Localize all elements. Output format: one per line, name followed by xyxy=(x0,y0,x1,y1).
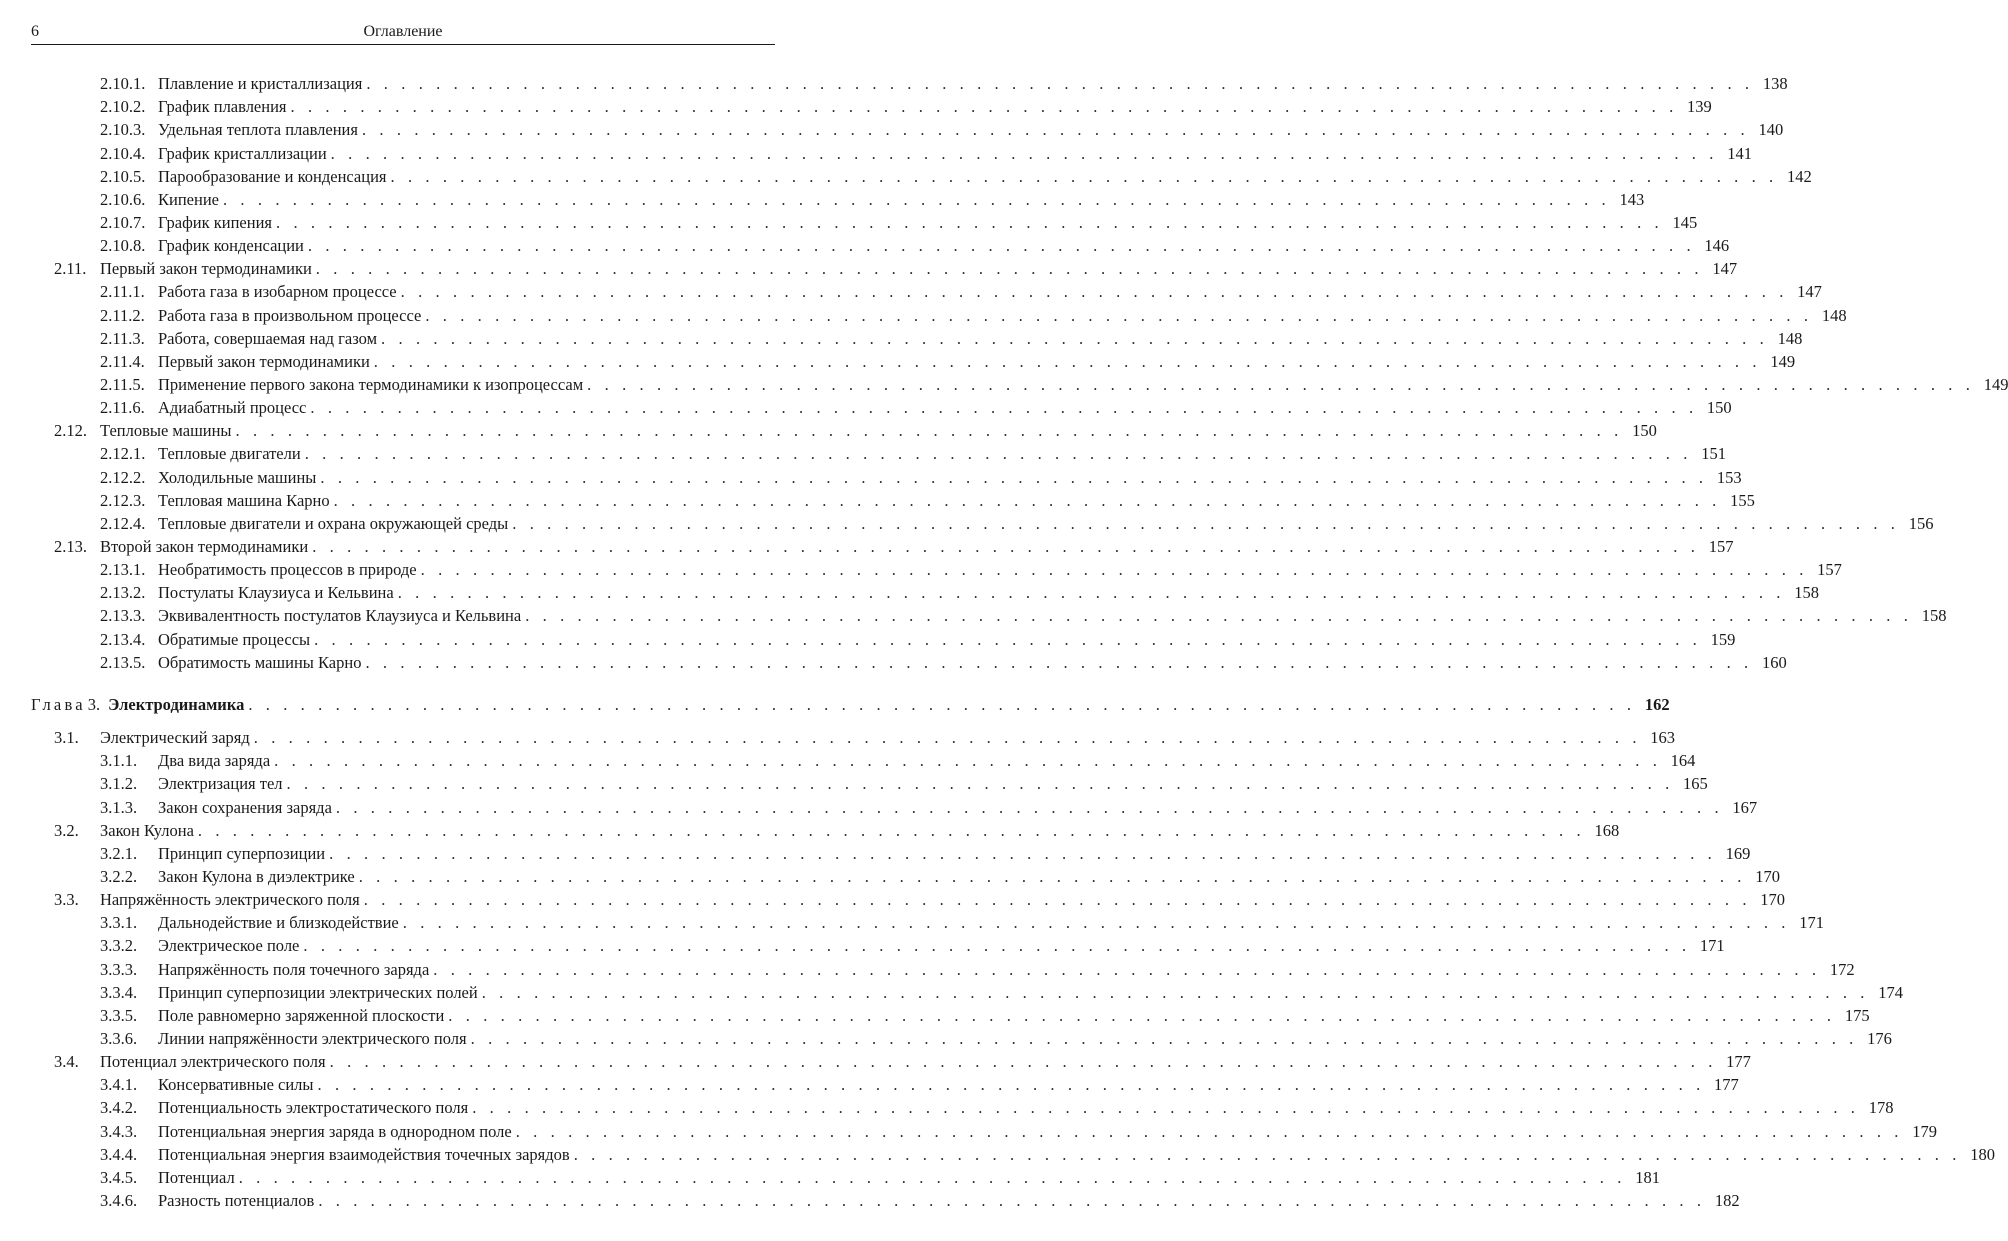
dot-leader: . . . . . . . . . . . . . . . . . . . . . . . . . . . . . . . . . . . . . . . . . . . . . . . . . . . . . . . . . . . . . . . . . . . . . . . . . . . . . . . . xyxy=(587,374,1975,394)
toc-entry-title: Применение первого закона термодинамики к изопроцессам xyxy=(158,374,584,394)
dot-leader: . . . . . . . . . . . . . . . . . . . . . . . . . . . . . . . . . . . . . . . . . . . . . . . . . . . . . . . . . . . . . . . . . . . . . . . . . . . . . . . . xyxy=(330,143,1718,163)
running-title: Оглавление xyxy=(363,23,443,40)
toc-entry-page: 143 xyxy=(1619,189,1645,209)
toc-entry-title: Тепловая машина Карно xyxy=(158,490,330,510)
chapter-label: Глава xyxy=(31,694,86,714)
dot-leader: . . . . . . . . . . . . . . . . . . . . . . . . . . . . . . . . . . . . . . . . . . . . . . . . . . . . . . . . . . . . . . . . . . . . . . . . . . . . . . . . xyxy=(481,982,1869,1002)
toc-section-entry[interactable] xyxy=(54,820,1620,842)
toc-entry-page: 181 xyxy=(1635,1167,1660,1187)
toc-entry-title: Второй закон термодинамики xyxy=(100,537,309,556)
toc-entry-page: 153 xyxy=(1716,467,1742,487)
toc-entry-number: 2.12.1. xyxy=(100,444,146,464)
toc-subsection-entry[interactable] xyxy=(100,305,1847,327)
toc-entry-title: Кипение xyxy=(158,189,219,209)
toc-subsection-entry[interactable] xyxy=(100,1074,1739,1096)
toc-entry-title: Необратимость процессов в природе xyxy=(158,560,417,580)
toc-entry-page: 179 xyxy=(1912,1121,1938,1141)
toc-entry-number: 2.11.6. xyxy=(100,398,145,418)
dot-leader: . . . . . . . . . . . . . . . . . . . . . . . . . . . . . . . . . . . . . . . . . . . . . . . . . . . . . . . . . . . . . . . . . . . . . . . . . . . . . . . . xyxy=(420,560,1808,580)
toc-section-entry[interactable] xyxy=(54,420,1657,442)
toc-entry-page: 170 xyxy=(1755,866,1781,886)
dot-leader: . . . . . . . . . . . . . . . . . . . . . . . . . . . . . . . . . . . . . . . . . . . . . . . . . . . . . . . . . . . . . . . . . . . . . . . . . . . . . . . . xyxy=(425,305,1813,325)
dot-leader: . . . . . . . . . . . . . . . . . . . . . . . . . . . . . . . . . . . . . . . . . . . . . . . . . . . . . . . . . . . . . . . . . . . . . . . . . . . . . . . . xyxy=(472,1098,1860,1118)
toc-entry-page: 177 xyxy=(1726,1052,1751,1072)
toc-entry-number: 3.4.5. xyxy=(100,1167,138,1187)
toc-subsection-entry[interactable] xyxy=(100,374,2008,396)
toc-entry-title: Поле равномерно заряженной плоскости xyxy=(158,1005,445,1025)
toc-entry-page: 148 xyxy=(1777,328,1803,348)
toc-subsection-entry[interactable] xyxy=(100,935,1725,957)
toc-entry-title: Обратимые процессы xyxy=(158,629,311,649)
toc-entry-number: 3.3.1. xyxy=(100,913,138,933)
toc-entry-title: Плавление и кристаллизация xyxy=(158,74,363,93)
toc-entry-number: 2.10.2. xyxy=(100,97,146,117)
dot-leader: . . . . . . . . . . . . . . . . . . . . . . . . . . . . . . . . . . . . . . . . . . . . . . . . . . . . . . . . . . . . . . . . . . . . . . . . . . . . . . . . xyxy=(329,843,1717,863)
toc-entry-page: 165 xyxy=(1683,774,1708,794)
dot-leader: . . . . . . . . . . . . . . . . . . . . . . . . . . . . . . . . . . . . . . . . . . . . . . . . . . . . . . . . . . . . . . . . . . . . . . . . . . . . . . . . xyxy=(290,97,1678,117)
toc-subsection-entry[interactable] xyxy=(100,119,1784,141)
dot-leader: . . . . . . . . . . . . . . . . . . . . . . . . . . . . . . . . . . . . . . . . . . . . . . . . . . . . . . . . . . . . . . . . . . . . . . . . . . . . . . . . xyxy=(366,74,1754,93)
toc-subsection-entry[interactable] xyxy=(100,1190,1740,1212)
toc-subsection-entry[interactable] xyxy=(100,189,1645,211)
toc-entry-number: 2.11.2. xyxy=(100,305,145,325)
toc-entry-title: Разность потенциалов xyxy=(158,1191,315,1210)
toc-entry-number: 2.13.3. xyxy=(100,606,146,626)
dot-leader: . . . . . . . . . . . . . . . . . . . . . . . . . . . . . . . . . . . . . . . . . . . . . . . . . . . . . . . . . . . . . . . . . . . . . . . . . . . . . . . . xyxy=(361,120,1750,140)
toc-entry-title: Закон Кулона xyxy=(100,820,194,840)
toc-entry-number: 3.1. xyxy=(54,728,79,747)
dot-leader: . . . . . . . . . . . . . . . . . . . . . . . . . . . . . . . . . . . . . . . . . . . . . . . . . . . . . . . . . . . . . . . . . . . . . . . . . . . . . . . . xyxy=(329,1052,1717,1072)
toc-entry-title: Потенциальность электростатического поля xyxy=(158,1098,469,1118)
toc-entry-title: Постулаты Клаузиуса и Кельвина xyxy=(158,583,394,603)
dot-leader: . . . . . . . . . . . . . . . . . . . . . . . . . . . . . . . . . . . . . . . . . . . . . . . . . . . . . . . . . . . . . . . . . . . . . . . . . . . . . . . . xyxy=(248,694,1636,714)
toc-entry-page: 145 xyxy=(1672,212,1698,232)
dot-leader: . . . . . . . . . . . . . . . . . . . . . . . . . . . . . . . . . . . . . . . . . . . . . . . . . . . . . . . . . . . . . . . . . . . . . . . . . . . . . . . . xyxy=(365,652,1753,672)
toc-entry-title: Дальнодействие и близкодействие xyxy=(158,913,399,933)
toc-entry-title: Адиабатный процесс xyxy=(158,398,307,418)
toc-entry-title: Работа, совершаемая над газом xyxy=(158,328,378,348)
toc-entry-title: Консервативные силы xyxy=(158,1075,314,1095)
dot-leader: . . . . . . . . . . . . . . . . . . . . . . . . . . . . . . . . . . . . . . . . . . . . . . . . . . . . . . . . . . . . . . . . . . . . . . . . . . . . . . . . xyxy=(304,444,1692,464)
toc-entry-title: Принцип суперпозиции электрических полей xyxy=(158,982,478,1002)
toc-entry-number: 3.2.2. xyxy=(100,866,138,886)
dot-leader: . . . . . . . . . . . . . . . . . . . . . . . . . . . . . . . . . . . . . . . . . . . . . . . . . . . . . . . . . . . . . . . . . . . . . . . . . . . . . . . . xyxy=(363,890,1752,910)
toc-entry-number: 3.3.6. xyxy=(100,1029,138,1048)
toc-section-entry[interactable] xyxy=(54,889,1786,911)
toc-entry-title: Первый закон термодинамики xyxy=(158,351,370,371)
toc-entry-number: 3.4.1. xyxy=(100,1075,138,1095)
toc-entry-page: 182 xyxy=(1714,1191,1740,1210)
toc-entry-title: График кристаллизации xyxy=(158,143,327,163)
toc-entry-page: 171 xyxy=(1699,936,1725,956)
toc-entry-number: 2.13.2. xyxy=(100,583,146,603)
toc-entry-number: 2.10.3. xyxy=(100,120,146,140)
dot-leader: . . . . . . . . . . . . . . . . . . . . . . . . . . . . . . . . . . . . . . . . . . . . . . . . . . . . . . . . . . . . . . . . . . . . . . . . . . . . . . . . xyxy=(512,513,1900,533)
toc-entry-page: 158 xyxy=(1794,583,1819,603)
toc-subsection-entry[interactable] xyxy=(100,1121,1938,1143)
toc-entry-title: Холодильные машины xyxy=(158,467,317,487)
toc-entry-title: Первый закон термодинамики xyxy=(100,259,312,279)
toc-subsection-entry[interactable] xyxy=(100,490,1755,512)
toc-subsection-entry[interactable] xyxy=(100,652,1787,674)
dot-leader: . . . . . . . . . . . . . . . . . . . . . . . . . . . . . . . . . . . . . . . . . . . . . . . . . . . . . . . . . . . . . . . . . . . . . . . . . . . . . . . . xyxy=(335,797,1724,817)
running-header xyxy=(31,20,775,45)
toc-entry-title: Эквивалентность постулатов Клаузиуса и Кельвина xyxy=(158,606,522,626)
dot-leader: . . . . . . . . . . . . . . . . . . . . . . . . . . . . . . . . . . . . . . . . . . . . . . . . . . . . . . . . . . . . . . . . . . . . . . . . . . . . . . . . xyxy=(373,351,1762,371)
toc-entry-page: 142 xyxy=(1787,166,1812,186)
dot-leader: . . . . . . . . . . . . . . . . . . . . . . . . . . . . . . . . . . . . . . . . . . . . . . . . . . . . . . . . . . . . . . . . . . . . . . . . . . . . . . . . xyxy=(276,212,1664,232)
toc-subsection-entry[interactable] xyxy=(100,235,1730,257)
dot-leader: . . . . . . . . . . . . . . . . . . . . . . . . . . . . . . . . . . . . . . . . . . . . . . . . . . . . . . . . . . . . . . . . . . . . . . . . . . . . . . . . xyxy=(433,959,1821,979)
toc-subsection-entry[interactable] xyxy=(100,982,1903,1004)
toc-entry-number: 3.3.4. xyxy=(100,982,138,1002)
toc-subsection-entry[interactable] xyxy=(100,281,1822,303)
toc-subsection-entry[interactable] xyxy=(100,73,1788,95)
toc-entry-number: 3.2.1. xyxy=(100,843,138,863)
toc-entry-page: 139 xyxy=(1687,97,1712,117)
dot-leader: . . . . . . . . . . . . . . . . . . . . . . . . . . . . . . . . . . . . . . . . . . . . . . . . . . . . . . . . . . . . . . . . . . . . . . . . . . . . . . . . xyxy=(400,282,1788,302)
toc-entry-title: Парообразование и конденсация xyxy=(158,166,387,186)
dot-leader: . . . . . . . . . . . . . . . . . . . . . . . . . . . . . . . . . . . . . . . . . . . . . . . . . . . . . . . . . . . . . . . . . . . . . . . . . . . . . . . . xyxy=(238,1167,1626,1187)
toc-entry-number: 2.10.4. xyxy=(100,143,146,163)
toc-subsection-entry[interactable] xyxy=(100,582,1819,604)
dot-leader: . . . . . . . . . . . . . . . . . . . . . . . . . . . . . . . . . . . . . . . . . . . . . . . . . . . . . . . . . . . . . . . . . . . . . . . . . . . . . . . . xyxy=(448,1005,1836,1025)
toc-entry-number: 2.13.5. xyxy=(100,652,146,672)
toc-entry-page: 171 xyxy=(1799,913,1825,933)
toc-entry-number: 2.10.6. xyxy=(100,189,146,209)
dot-leader: . . . . . . . . . . . . . . . . . . . . . . . . . . . . . . . . . . . . . . . . . . . . . . . . . . . . . . . . . . . . . . . . . . . . . . . . . . . . . . . . xyxy=(307,236,1696,256)
toc-entry-number: 2.12.2. xyxy=(100,467,146,487)
toc-entry-page: 158 xyxy=(1921,606,1947,626)
toc-entry-number: 2.10.1. xyxy=(100,74,146,93)
toc-entry-page: 176 xyxy=(1867,1029,1892,1048)
dot-leader: . . . . . . . . . . . . . . . . . . . . . . . . . . . . . . . . . . . . . . . . . . . . . . . . . . . . . . . . . . . . . . . . . . . . . . . . . . . . . . . . xyxy=(314,629,1702,649)
toc-subsection-entry[interactable] xyxy=(100,397,1732,419)
toc-entry-number: 3.1.3. xyxy=(100,797,138,817)
toc-subsection-entry[interactable] xyxy=(100,328,1803,350)
toc-entry-page: 149 xyxy=(1983,374,2008,394)
dot-leader: . . . . . . . . . . . . . . . . . . . . . . . . . . . . . . . . . . . . . . . . . . . . . . . . . . . . . . . . . . . . . . . . . . . . . . . . . . . . . . . . xyxy=(310,398,1698,418)
dot-leader: . . . . . . . . . . . . . . . . . . . . . . . . . . . . . . . . . . . . . . . . . . . . . . . . . . . . . . . . . . . . . . . . . . . . . . . . . . . . . . . . xyxy=(390,166,1778,186)
toc-subsection-entry[interactable] xyxy=(100,629,1736,651)
toc-entry-number: 2.13.4. xyxy=(100,629,146,649)
toc-entry-number: 2.13. xyxy=(54,537,87,556)
toc-subsection-entry[interactable] xyxy=(100,797,1758,819)
toc-entry-title: Потенциал электрического поля xyxy=(100,1052,326,1072)
toc-subsection-entry[interactable] xyxy=(100,959,1855,981)
toc-entry-page: 147 xyxy=(1712,259,1738,279)
toc-entry-page: 150 xyxy=(1706,398,1732,418)
toc-subsection-entry[interactable] xyxy=(100,843,1751,865)
toc-entry-title: Работа газа в произвольном процессе xyxy=(158,305,422,325)
toc-entry-title: Электродинамика xyxy=(108,694,245,714)
toc-entry-page: 175 xyxy=(1844,1005,1870,1025)
toc-entry-number: 3.4.6. xyxy=(100,1191,138,1210)
toc-entry-page: 168 xyxy=(1594,820,1620,840)
toc-subsection-entry[interactable] xyxy=(100,750,1696,772)
toc-entry-number: 3.1.2. xyxy=(100,774,138,794)
toc-section-entry[interactable] xyxy=(54,258,1738,280)
dot-leader: . . . . . . . . . . . . . . . . . . . . . . . . . . . . . . . . . . . . . . . . . . . . . . . . . . . . . . . . . . . . . . . . . . . . . . . . . . . . . . . . xyxy=(515,1121,1904,1141)
toc-subsection-entry[interactable] xyxy=(100,1097,1894,1119)
toc-subsection-entry[interactable] xyxy=(100,443,1726,465)
toc-section-entry[interactable] xyxy=(54,727,1676,749)
toc-subsection-entry[interactable] xyxy=(100,559,1842,581)
toc-entry-page: 169 xyxy=(1725,843,1751,863)
toc-entry-title: Линии напряжённости электрического поля xyxy=(158,1029,467,1048)
toc-entry-title: График плавления xyxy=(158,97,287,117)
toc-entry-page: 150 xyxy=(1632,421,1657,441)
toc-entry-title: Принцип суперпозиции xyxy=(158,843,326,863)
toc-subsection-entry[interactable] xyxy=(100,351,1796,373)
toc-entry-title: Потенциальная энергия взаимодействия точечных зарядов xyxy=(158,1144,570,1164)
toc-entry-page: 162 xyxy=(1644,694,1670,714)
dot-leader: . . . . . . . . . . . . . . . . . . . . . . . . . . . . . . . . . . . . . . . . . . . . . . . . . . . . . . . . . . . . . . . . . . . . . . . . . . . . . . . . xyxy=(470,1029,1858,1048)
toc-entry-title: Тепловые двигатели и охрана окружающей среды xyxy=(158,513,509,533)
toc-entry-title: Тепловые двигатели xyxy=(158,444,301,464)
toc-subsection-entry[interactable] xyxy=(100,1005,1870,1027)
toc-entry-page: 170 xyxy=(1760,890,1786,910)
toc-entry-number: 3.4. xyxy=(54,1052,79,1072)
toc-section-entry[interactable] xyxy=(54,1051,1751,1073)
dot-leader: . . . . . . . . . . . . . . . . . . . . . . . . . . . . . . . . . . . . . . . . . . . . . . . . . . . . . . . . . . . . . . . . . . . . . . . . . . . . . . . . xyxy=(333,490,1721,510)
toc-entry-number: 2.11.1. xyxy=(100,282,145,302)
toc-entry-page: 140 xyxy=(1758,120,1784,140)
toc-entry-number: 3.2. xyxy=(54,820,79,840)
toc-subsection-entry[interactable] xyxy=(100,773,1708,795)
toc-entry-number: 3.4.3. xyxy=(100,1121,138,1141)
dot-leader: . . . . . . . . . . . . . . . . . . . . . . . . . . . . . . . . . . . . . . . . . . . . . . . . . . . . . . . . . . . . . . . . . . . . . . . . . . . . . . . . xyxy=(315,259,1704,279)
toc-subsection-entry[interactable] xyxy=(100,866,1781,888)
toc-entry-page: 156 xyxy=(1908,513,1934,533)
toc-entry-page: 149 xyxy=(1770,351,1796,371)
toc-entry-number: 2.10.5. xyxy=(100,166,146,186)
toc-entry-page: 146 xyxy=(1704,236,1730,256)
toc-entry-title: Потенциальная энергия заряда в однородном поле xyxy=(158,1121,512,1141)
toc-entry-title: Обратимость машины Карно xyxy=(158,652,362,672)
dot-leader: . . . . . . . . . . . . . . . . . . . . . . . . . . . . . . . . . . . . . . . . . . . . . . . . . . . . . . . . . . . . . . . . . . . . . . . . . . . . . . . . xyxy=(286,774,1674,794)
toc-subsection-entry[interactable] xyxy=(100,143,1752,165)
toc-entry-page: 174 xyxy=(1878,982,1903,1002)
toc-chapter-entry[interactable] xyxy=(31,694,1670,716)
toc-entry-page: 178 xyxy=(1868,1098,1894,1118)
toc-entry-page: 157 xyxy=(1817,560,1842,580)
toc-entry-title: Два вида заряда xyxy=(158,751,271,771)
toc-subsection-entry[interactable] xyxy=(100,1144,1995,1166)
toc-entry-number: 3.1.1. xyxy=(100,751,138,771)
dot-leader: . . . . . . . . . . . . . . . . . . . . . . . . . . . . . . . . . . . . . . . . . . . . . . . . . . . . . . . . . . . . . . . . . . . . . . . . . . . . . . . . xyxy=(303,936,1691,956)
toc-entry-number: 2.11.3. xyxy=(100,328,145,348)
toc-entry-title: Закон Кулона в диэлектрике xyxy=(158,866,355,886)
dot-leader: . . . . . . . . . . . . . . . . . . . . . . . . . . . . . . . . . . . . . . . . . . . . . . . . . . . . . . . . . . . . . . . . . . . . . . . . . . . . . . . . xyxy=(320,467,1708,487)
toc-entry-page: 163 xyxy=(1650,728,1676,747)
toc-entry-page: 159 xyxy=(1710,629,1736,649)
toc-entry-title: Тепловые машины xyxy=(100,421,232,441)
toc-entry-number: 2.11.5. xyxy=(100,374,145,394)
toc-entry-title: Напряжённость поля точечного заряда xyxy=(158,959,430,979)
dot-leader: . . . . . . . . . . . . . . . . . . . . . . . . . . . . . . . . . . . . . . . . . . . . . . . . . . . . . . . . . . . . . . . . . . . . . . . . . . . . . . . . xyxy=(317,1075,1705,1095)
toc-entry-number: 2.12.4. xyxy=(100,513,146,533)
dot-leader: . . . . . . . . . . . . . . . . . . . . . . . . . . . . . . . . . . . . . . . . . . . . . . . . . . . . . . . . . . . . . . . . . . . . . . . . . . . . . . . . xyxy=(197,820,1586,840)
toc-entry-number: 3.3.5. xyxy=(100,1005,138,1025)
toc-entry-number: 2.10.7. xyxy=(100,212,146,232)
toc-subsection-entry[interactable] xyxy=(100,1028,1892,1050)
toc-entry-title: Электризация тел xyxy=(158,774,283,794)
dot-leader: . . . . . . . . . . . . . . . . . . . . . . . . . . . . . . . . . . . . . . . . . . . . . . . . . . . . . . . . . . . . . . . . . . . . . . . . . . . . . . . . xyxy=(222,189,1611,209)
toc-entry-page: 138 xyxy=(1762,74,1788,93)
dot-leader: . . . . . . . . . . . . . . . . . . . . . . . . . . . . . . . . . . . . . . . . . . . . . . . . . . . . . . . . . . . . . . . . . . . . . . . . . . . . . . . . xyxy=(381,328,1769,348)
toc-entry-page: 151 xyxy=(1701,444,1726,464)
toc-entry-number: 3.3.3. xyxy=(100,959,138,979)
toc-entry-number: 3.3.2. xyxy=(100,936,138,956)
toc-entry-page: 148 xyxy=(1821,305,1847,325)
toc-subsection-entry[interactable] xyxy=(100,513,1934,535)
dot-leader: . . . . . . . . . . . . . . . . . . . . . . . . . . . . . . . . . . . . . . . . . . . . . . . . . . . . . . . . . . . . . . . . . . . . . . . . . . . . . . . . xyxy=(402,913,1791,933)
toc-entry-page: 172 xyxy=(1829,959,1855,979)
toc-entry-page: 160 xyxy=(1762,652,1787,672)
toc-entry-number: 2.11. xyxy=(54,259,87,279)
toc-entry-title: График конденсации xyxy=(158,236,304,256)
toc-entry-page: 155 xyxy=(1730,490,1755,510)
toc-entry-number: 2.13.1. xyxy=(100,560,146,580)
dot-leader: . . . . . . . . . . . . . . . . . . . . . . . . . . . . . . . . . . . . . . . . . . . . . . . . . . . . . . . . . . . . . . . . . . . . . . . . . . . . . . . . xyxy=(358,866,1747,886)
toc-entry-title: Напряжённость электрического поля xyxy=(100,890,360,910)
toc-entry-title: Электрический заряд xyxy=(100,728,250,747)
toc-entry-title: График кипения xyxy=(158,212,272,232)
toc-subsection-entry[interactable] xyxy=(100,96,1712,118)
toc-entry-number: 3.3. xyxy=(54,890,79,910)
toc-subsection-entry[interactable] xyxy=(100,1167,1660,1189)
dot-leader: . . . . . . . . . . . . . . . . . . . . . . . . . . . . . . . . . . . . . . . . . . . . . . . . . . . . . . . . . . . . . . . . . . . . . . . . . . . . . . . . xyxy=(397,583,1785,603)
dot-leader: . . . . . . . . . . . . . . . . . . . . . . . . . . . . . . . . . . . . . . . . . . . . . . . . . . . . . . . . . . . . . . . . . . . . . . . . . . . . . . . . xyxy=(274,751,1662,771)
toc-entry-number: 2.10.8. xyxy=(100,236,146,256)
toc-entry-page: 167 xyxy=(1732,797,1758,817)
toc-entry-page: 177 xyxy=(1714,1075,1739,1095)
toc-subsection-entry[interactable] xyxy=(100,912,1825,934)
toc-entry-number: 3.4.4. xyxy=(100,1144,138,1164)
dot-leader: . . . . . . . . . . . . . . . . . . . . . . . . . . . . . . . . . . . . . . . . . . . . . . . . . . . . . . . . . . . . . . . . . . . . . . . . . . . . . . . . xyxy=(253,728,1642,747)
toc-subsection-entry[interactable] xyxy=(100,166,1812,188)
dot-leader: . . . . . . . . . . . . . . . . . . . . . . . . . . . . . . . . . . . . . . . . . . . . . . . . . . . . . . . . . . . . . . . . . . . . . . . . . . . . . . . . xyxy=(525,606,1913,626)
toc-entry-title: Работа газа в изобарном процессе xyxy=(158,282,397,302)
dot-leader: . . . . . . . . . . . . . . . . . . . . . . . . . . . . . . . . . . . . . . . . . . . . . . . . . . . . . . . . . . . . . . . . . . . . . . . . . . . . . . . . xyxy=(318,1191,1706,1210)
dot-leader: . . . . . . . . . . . . . . . . . . . . . . . . . . . . . . . . . . . . . . . . . . . . . . . . . . . . . . . . . . . . . . . . . . . . . . . . . . . . . . . . xyxy=(312,537,1700,556)
toc-subsection-entry[interactable] xyxy=(100,605,1947,627)
toc-subsection-entry[interactable] xyxy=(100,212,1698,234)
toc-section-entry[interactable] xyxy=(54,536,1734,558)
dot-leader: . . . . . . . . . . . . . . . . . . . . . . . . . . . . . . . . . . . . . . . . . . . . . . . . . . . . . . . . . . . . . . . . . . . . . . . . . . . . . . . . xyxy=(573,1144,1961,1164)
toc-entry-number: 2.12.3. xyxy=(100,490,146,510)
dot-leader: . . . . . . . . . . . . . . . . . . . . . . . . . . . . . . . . . . . . . . . . . . . . . . . . . . . . . . . . . . . . . . . . . . . . . . . . . . . . . . . . xyxy=(235,421,1623,441)
page-number: 6 xyxy=(31,23,39,40)
toc-entry-page: 157 xyxy=(1708,537,1734,556)
toc-entry-title: Потенциал xyxy=(158,1167,235,1187)
toc-entry-title: Электрическое поле xyxy=(158,936,300,956)
toc-entry-number: 2.12. xyxy=(54,421,87,441)
toc-entry-page: 141 xyxy=(1727,143,1752,163)
toc-entry-title: Закон сохранения заряда xyxy=(158,797,332,817)
toc-entry-title: Удельная теплота плавления xyxy=(158,120,358,140)
toc-entry-number: 3.4.2. xyxy=(100,1098,138,1118)
toc-subsection-entry[interactable] xyxy=(100,467,1742,489)
toc-entry-page: 180 xyxy=(1970,1144,1995,1164)
toc-entry-number: 2.11.4. xyxy=(100,351,145,371)
toc-entry-page: 147 xyxy=(1797,282,1822,302)
toc-entry-page: 164 xyxy=(1670,751,1696,771)
chapter-number: 3. xyxy=(87,694,101,714)
